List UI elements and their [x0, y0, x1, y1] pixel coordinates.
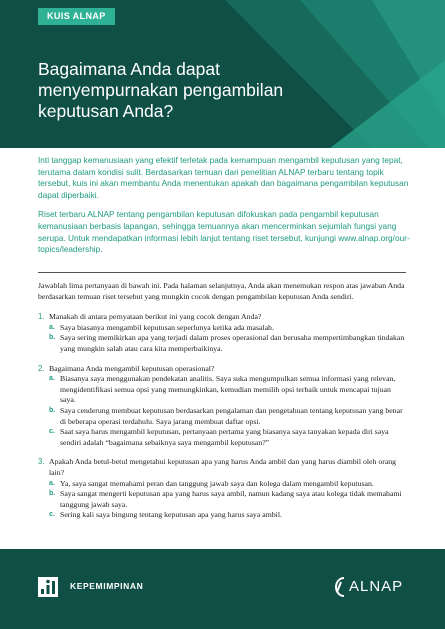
quiz-tag: KUIS ALNAP: [38, 8, 115, 25]
section-divider: [38, 272, 406, 273]
answer-option[interactable]: [49, 406, 408, 427]
quiz-body: [38, 281, 408, 530]
option-text: Saya sangat mengerti keputusan apa yang harus saya ambil, namun kadang saya atau kolega tidak memahami tanggung jawab saya.: [60, 489, 402, 509]
category-label: KEPEMIMPINAN: [70, 581, 144, 591]
question-text: Apakah Anda betul-betul mengetahui keputusan apa yang harus Anda ambil dan yang harus diambil oleh orang lain?: [49, 457, 397, 477]
leadership-icon: [38, 577, 58, 597]
option-letter: a.: [49, 375, 55, 383]
answer-option[interactable]: [49, 333, 408, 354]
option-letter: b.: [49, 334, 56, 342]
question-number: 3.: [38, 457, 45, 467]
option-text: Biasanya saya menggunakan pendekatan analitis. Saya suka mengumpulkan semua informasi yang relevan, mengidentifikasi semua opsi yang memungkinkan, kemudian memilih opsi terbaik untuk mencapai tujuan saya.: [60, 374, 396, 405]
option-text: Saya cenderung membuat keputusan berdasarkan pengalaman dan pengetahuan tentang keputusan yang benar di beberapa operasi terdahulu. Saya jarang membuat daftar opsi.: [60, 405, 403, 426]
intro-section: [38, 155, 410, 264]
option-letter: a.: [49, 479, 55, 487]
option-text: Saya biasanya mengambil keputusan seperlunya ketika ada masalah.: [60, 322, 274, 332]
header-banner: [0, 0, 445, 148]
intro-paragraph-1: Inti tanggap kemanusiaan yang efektif terletak pada kemampuan mengambil keputusan yang tepat, terutama dalam kondisi sulit. Berdasarkan temuan dari penelitian ALNAP terbaru tentang topik tersebut, kuis ini akan membantu Anda menentukan apakah dan bagaimana pengambilan keputusan dapat diperbaiki.: [38, 155, 409, 200]
answer-option[interactable]: [49, 323, 408, 334]
option-letter: c.: [49, 428, 55, 436]
answer-option[interactable]: [49, 427, 408, 448]
question-1: [38, 312, 408, 354]
option-text: Sering kali saya bingung tentang keputusan apa yang harus saya ambil.: [60, 510, 282, 520]
question-text: Manakah di antara pernyataan berikut ini yang cocok dengan Anda?: [49, 312, 262, 322]
logo-mark-icon: [333, 576, 349, 598]
question-3: [38, 457, 408, 521]
answer-option[interactable]: [49, 510, 408, 521]
option-text: Saat saya harus mengambil keputusan, pertanyaan pertama yang biasanya saya tanyakan kepada diri saya sendiri adalah “bagaimana sebaiknya saya mengambil keputusan?”: [60, 427, 389, 447]
option-letter: c.: [49, 511, 55, 519]
answer-option[interactable]: [49, 479, 408, 490]
option-letter: b.: [49, 490, 56, 498]
option-letter: a.: [49, 323, 55, 331]
question-number: 1.: [38, 312, 45, 322]
question-2: [38, 364, 408, 449]
option-letter: b.: [49, 406, 56, 414]
answer-option[interactable]: [49, 489, 408, 510]
question-number: 2.: [38, 363, 45, 373]
footer-banner: [0, 549, 445, 629]
logo-text: ALNAP: [349, 578, 404, 595]
intro-paragraph-2: Riset terbaru ALNAP tentang pengambilan keputusan difokuskan pada pengambil keputusan kemanusiaan berbasis lapangan, sehingga temuannya akan mencerminkan sejumlah fungsi yang serupa. Untuk mendapatkan informasi lebih lanjut tentang riset tersebut, kunjungi www.alnap.org/our-topics/leadership.: [38, 209, 410, 255]
instructions: Jawablah lima pertanyaan di bawah ini. Pada halaman selanjutnya, Anda akan menemukan respon atas jawaban Anda berdasarkan temuan riset tersebut yang mungkin cocok dengan pengambilan keputusan Anda sendiri.: [38, 281, 405, 301]
option-text: Ya, saya sangat memahami peran dan tanggung jawab saya dan kolega dalam mengambil keputusan.: [60, 478, 374, 488]
question-text: Bagaimana Anda mengambil keputusan operasional?: [49, 363, 215, 373]
answer-option[interactable]: [49, 374, 408, 406]
page-title: Bagaimana Anda dapat menyempurnakan pengambilan keputusan Anda?: [38, 59, 284, 121]
option-text: Saya sering memikirkan apa yang terjadi dalam proses operasional dan berusaha mempertimbangkan tindakan yang mungkin salah atau cara kita memperbaikinya.: [60, 333, 405, 353]
alnap-logo[interactable]: [333, 576, 413, 598]
